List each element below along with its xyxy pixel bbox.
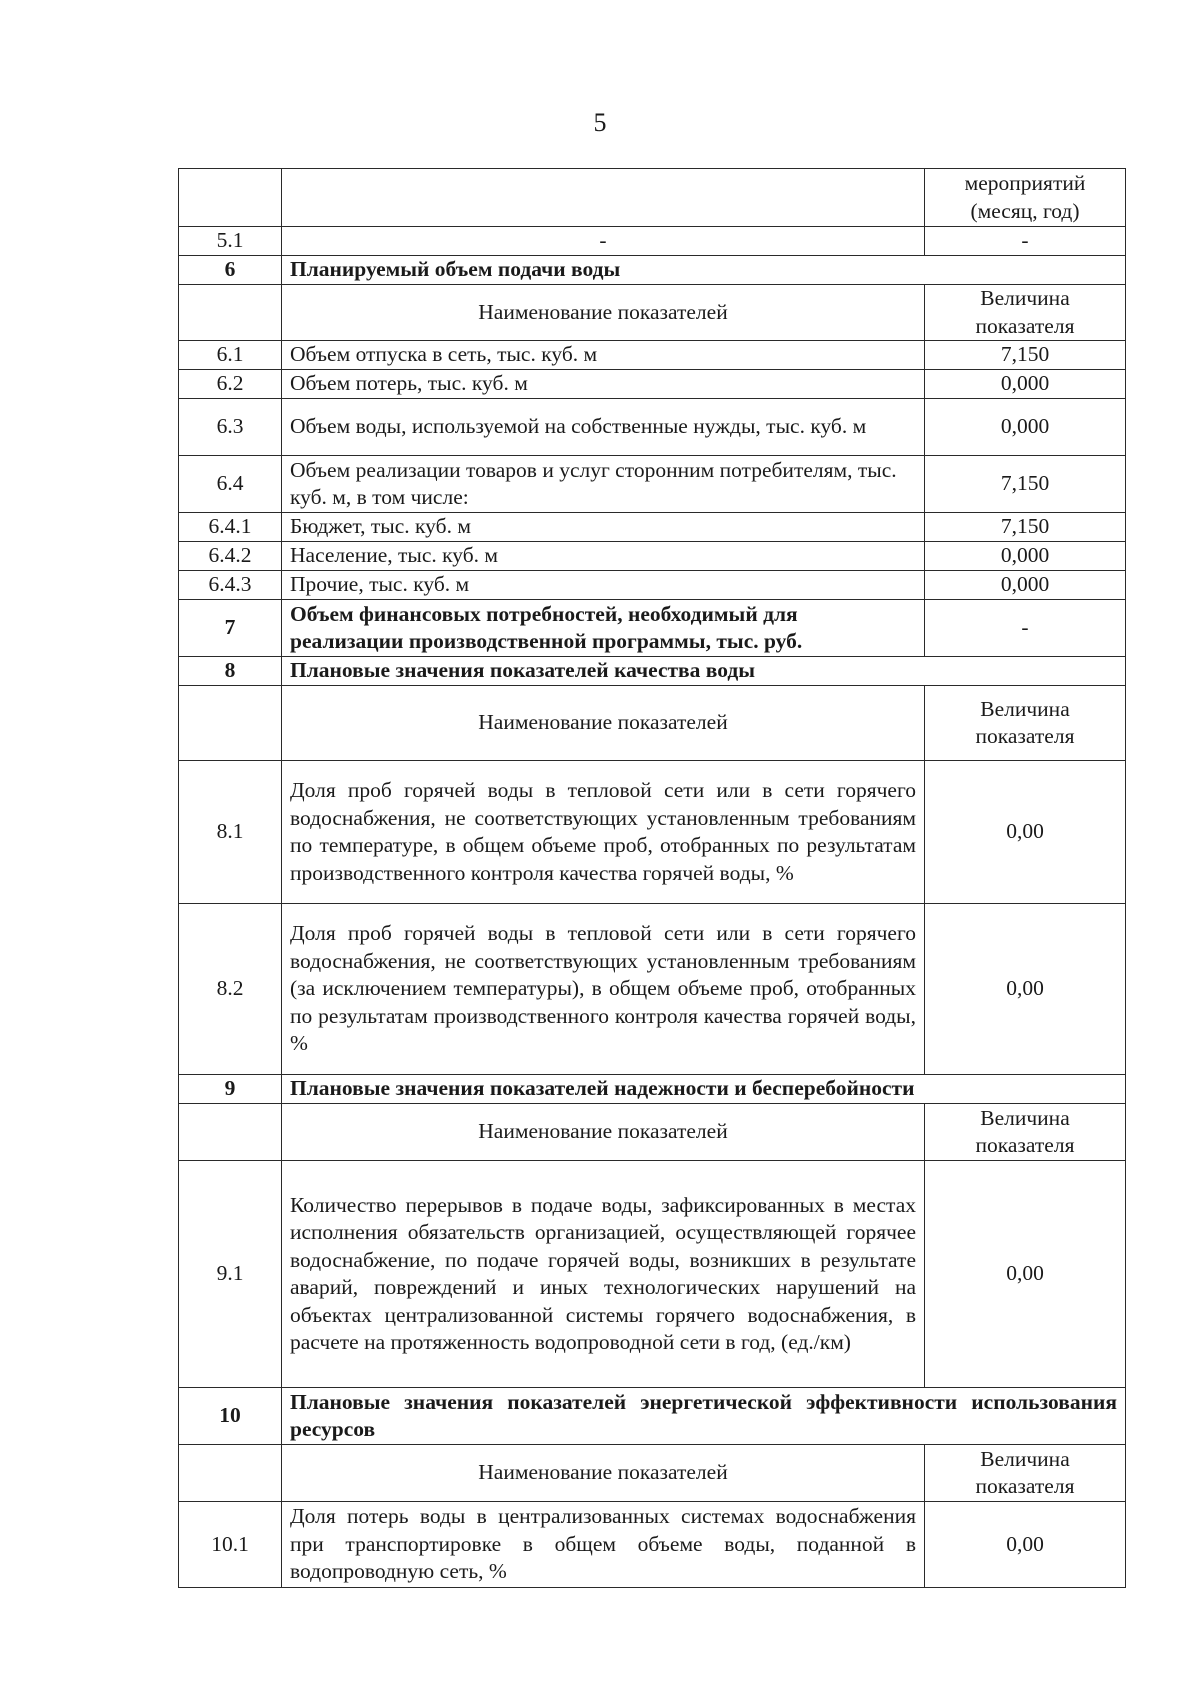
value-column-header: Величина показателя — [925, 1104, 1126, 1161]
empty-cell — [179, 169, 282, 227]
row-value: 7,150 — [925, 513, 1126, 542]
section-title: Плановые значения показателей энергетической эффективности использования ресурсов — [282, 1388, 1126, 1445]
row-number: 6.1 — [179, 341, 282, 370]
row-text: Объем потерь, тыс. куб. м — [282, 370, 925, 399]
row-number: 6.3 — [179, 399, 282, 456]
row-text: Доля потерь воды в централизованных системах водоснабжения при транспортировке в общем объеме воды, поданной в водопроводную сеть, % — [282, 1502, 925, 1588]
page-number: 5 — [593, 108, 607, 137]
section-title: Объем финансовых потребностей, необходимый для реализации производственной программы, тыс. руб. — [282, 600, 925, 657]
row-number: 6.2 — [179, 370, 282, 399]
empty-cell — [179, 1104, 282, 1161]
table-row — [179, 399, 1126, 456]
section-title-row — [179, 657, 1126, 686]
column-header-row — [179, 1445, 1126, 1502]
section-number: 7 — [179, 600, 282, 657]
section-number: 8 — [179, 657, 282, 686]
section-title: Плановые значения показателей надежности и бесперебойности — [282, 1075, 1126, 1104]
table-row — [179, 513, 1126, 542]
table-row — [179, 169, 1126, 227]
row-number: 9.1 — [179, 1161, 282, 1388]
table-row — [179, 1502, 1126, 1588]
row-number: 8.1 — [179, 761, 282, 904]
row-value: 7,150 — [925, 456, 1126, 513]
row-number: 6.4 — [179, 456, 282, 513]
table-row — [179, 1161, 1126, 1388]
row-value: 0,000 — [925, 370, 1126, 399]
row-text: Количество перерывов в подаче воды, зафиксированных в местах исполнения обязательств организацией, осуществляющей горячее водоснабжение, по подаче горячей воды, возникших в результате аварий, повреждений и иных технологических нарушений на объектах централизованной системы горячего водоснабжения, в расчете на протяженность водопроводной сети в год, (ед./км) — [282, 1161, 925, 1388]
column-header-row — [179, 1104, 1126, 1161]
table-row — [179, 600, 1126, 657]
value-column-header: Величина показателя — [925, 285, 1126, 341]
table-row — [179, 542, 1126, 571]
section-number: 6 — [179, 256, 282, 285]
table-row — [179, 571, 1126, 600]
empty-cell — [179, 285, 282, 341]
row-number: 10.1 — [179, 1502, 282, 1588]
row-number: 6.4.1 — [179, 513, 282, 542]
row-number: 8.2 — [179, 904, 282, 1075]
row-text: Объем воды, используемой на собственные нужды, тыс. куб. м — [282, 399, 925, 456]
row-number: 5.1 — [179, 227, 282, 256]
section-title-row — [179, 1388, 1126, 1445]
value-column-header: Величина показателя — [925, 686, 1126, 761]
row-number: 6.4.3 — [179, 571, 282, 600]
value-column-header: Величина показателя — [925, 1445, 1126, 1502]
row-text: Бюджет, тыс. куб. м — [282, 513, 925, 542]
program-table — [178, 168, 1126, 1588]
row-text: Прочие, тыс. куб. м — [282, 571, 925, 600]
table-row — [179, 904, 1126, 1075]
section-title-row — [179, 1075, 1126, 1104]
row-value: 0,000 — [925, 542, 1126, 571]
table-row — [179, 456, 1126, 513]
section-number: 9 — [179, 1075, 282, 1104]
empty-cell — [179, 686, 282, 761]
table-row — [179, 341, 1126, 370]
row-value: 0,00 — [925, 1161, 1126, 1388]
row-text: Доля проб горячей воды в тепловой сети или в сети горячего водоснабжения, не соответствующих установленным требованиям по температуре, в общем объеме проб, отобранных по результатам производственного контроля качества горячей воды, % — [282, 761, 925, 904]
row-text: Население, тыс. куб. м — [282, 542, 925, 571]
row-value: 0,000 — [925, 571, 1126, 600]
section-number: 10 — [179, 1388, 282, 1445]
row-text: Доля проб горячей воды в тепловой сети или в сети горячего водоснабжения, не соответствующих установленным требованиям (за исключением температуры), в общем объеме проб, отобранных по результатам производственного контроля качества горячей воды, % — [282, 904, 925, 1075]
name-column-header: Наименование показателей — [282, 285, 925, 341]
name-column-header: Наименование показателей — [282, 1445, 925, 1502]
name-column-header: Наименование показателей — [282, 1104, 925, 1161]
row-text: Объем реализации товаров и услуг сторонним потребителям, тыс. куб. м, в том числе: — [282, 456, 925, 513]
name-column-header: Наименование показателей — [282, 686, 925, 761]
table-row — [179, 227, 1126, 256]
empty-cell — [282, 169, 925, 227]
row-text: - — [282, 227, 925, 256]
row-value: - — [925, 227, 1126, 256]
row-value: 0,000 — [925, 399, 1126, 456]
section-title: Планируемый объем подачи воды — [282, 256, 1126, 285]
column-header-row — [179, 285, 1126, 341]
section-title-row — [179, 256, 1126, 285]
row-value: 0,00 — [925, 761, 1126, 904]
empty-cell — [179, 1445, 282, 1502]
table-row — [179, 761, 1126, 904]
row-value: 0,00 — [925, 904, 1126, 1075]
value-column-header: мероприятий (месяц, год) — [925, 169, 1126, 227]
section-title: Плановые значения показателей качества воды — [282, 657, 1126, 686]
table-row — [179, 370, 1126, 399]
column-header-row — [179, 686, 1126, 761]
row-value: 0,00 — [925, 1502, 1126, 1588]
row-value: 7,150 — [925, 341, 1126, 370]
row-number: 6.4.2 — [179, 542, 282, 571]
row-value: - — [925, 600, 1126, 657]
row-text: Объем отпуска в сеть, тыс. куб. м — [282, 341, 925, 370]
